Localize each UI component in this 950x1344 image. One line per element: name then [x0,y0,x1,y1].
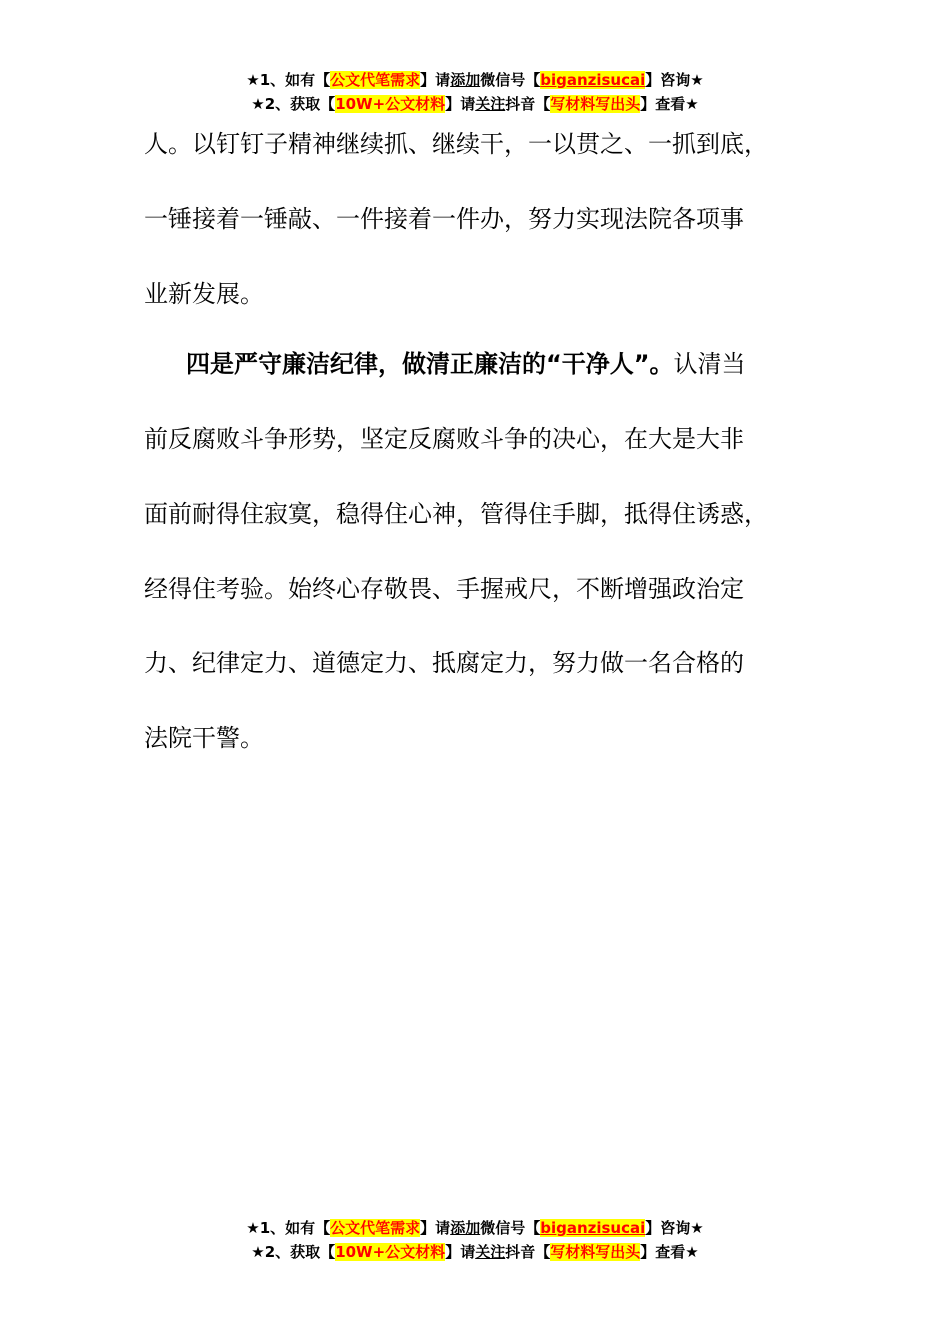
body-line: 法院干警。 [144,724,264,752]
header-line-2 [0,92,950,116]
footer-line-2-mid: 】请 [445,1243,476,1261]
header-line-2-mid: 】请 [445,95,476,113]
header-line-1-mid: 】请 [420,71,451,89]
footer-line-2-prefix: ★2、获取【 [251,1243,336,1261]
body-line: 面前耐得住寂寞，稳得住心神，管得住手脚，抵得住诱惑， [144,500,768,528]
footer-line-1-wechat-label: 微信号【 [480,1219,541,1237]
footer-douyin-account: 写材料写出头 [550,1243,641,1261]
footer-highlight-materials: 10W+公文材料 [335,1243,446,1261]
header-highlight-service: 公文代笔需求 [330,71,421,89]
header-line-2-douyin-label: 抖音【 [505,95,551,113]
header-line-1-wechat-label: 微信号【 [480,71,541,89]
header-line-2-suffix: 】查看★ [640,95,699,113]
body-line: 人。以钉钉子精神继续抓、继续干，一以贯之、一抓到底， [144,130,768,158]
header-line-1-prefix: ★1、如有【 [246,71,331,89]
footer-line-1-suffix: 】咨询★ [645,1219,704,1237]
header-line-2-prefix: ★2、获取【 [251,95,336,113]
footer-line-2-suffix: 】查看★ [640,1243,699,1261]
header-follow-underlined: 关注 [475,95,506,113]
footer-line-2-douyin-label: 抖音【 [505,1243,551,1261]
footer-add-underlined: 添加 [450,1219,481,1237]
header-wechat-id: biganzisucai [540,71,646,89]
header-highlight-materials: 10W+公文材料 [335,95,446,113]
footer-line-2 [0,1240,950,1264]
header-add-underlined: 添加 [450,71,481,89]
paragraph-heading-bold: 四是严守廉洁纪律，做清正廉洁的“干净人”。 [186,350,674,378]
paragraph-heading-rest: 认清当 [673,350,746,378]
header-banner [0,68,950,116]
footer-line-1 [0,1216,950,1240]
footer-banner [0,1216,950,1264]
body-line: 力、纪律定力、道德定力、抵腐定力，努力做一名合格的 [144,649,744,677]
footer-line-1-mid: 】请 [420,1219,451,1237]
body-line: 前反腐败斗争形势，坚定反腐败斗争的决心，在大是大非 [144,425,744,453]
header-line-1-suffix: 】咨询★ [645,71,704,89]
footer-line-1-prefix: ★1、如有【 [246,1219,331,1237]
header-line-1 [0,68,950,92]
footer-wechat-id: biganzisucai [540,1219,646,1237]
body-line: 一锤接着一锤敲、一件接着一件办，努力实现法院各项事 [144,205,744,233]
header-douyin-account: 写材料写出头 [550,95,641,113]
body-line: 业新发展。 [144,280,264,308]
paragraph-heading-line [186,348,746,380]
footer-highlight-service: 公文代笔需求 [330,1219,421,1237]
body-line: 经得住考验。始终心存敬畏、手握戒尺，不断增强政治定 [144,575,744,603]
footer-follow-underlined: 关注 [475,1243,506,1261]
